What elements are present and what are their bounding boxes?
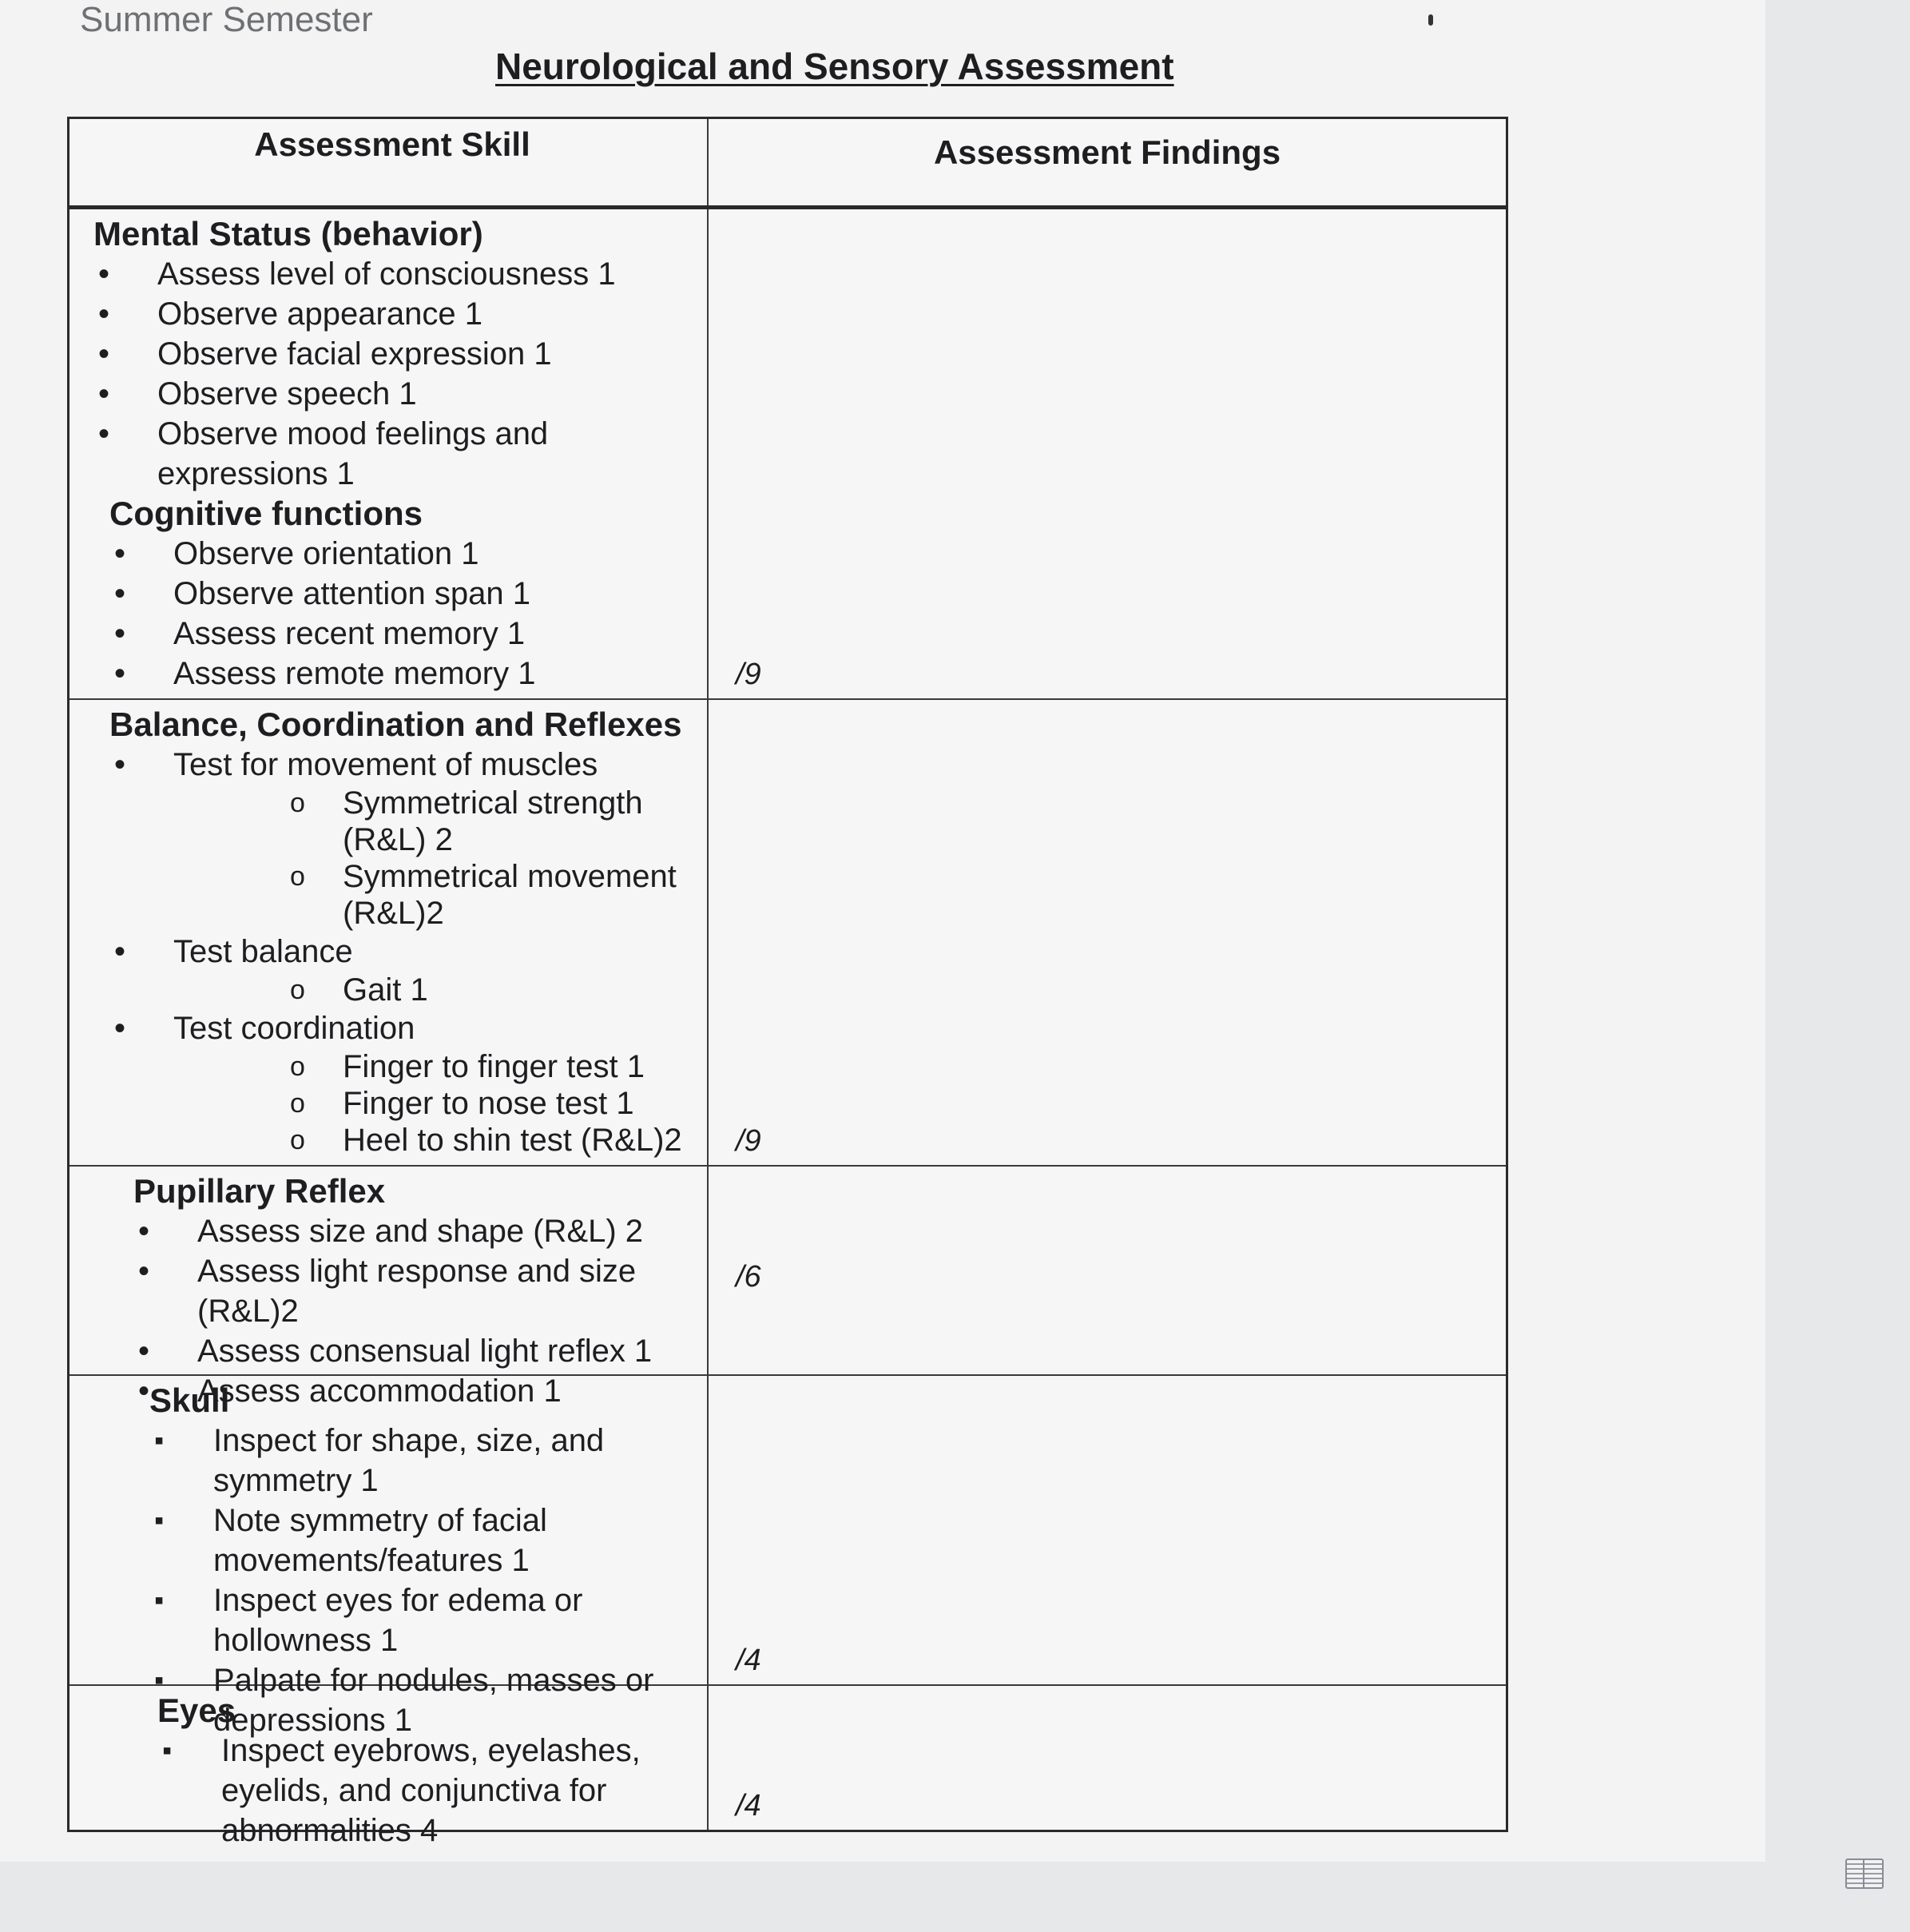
list-item: ▪ Note symmetry of facial movements/features 1 (149, 1501, 691, 1580)
section-title: Mental Status (behavior) (93, 215, 483, 252)
sub-list (173, 972, 691, 1008)
sub-item: o Symmetrical movement (R&L)2 (285, 858, 691, 932)
table-row-skull (69, 1376, 1506, 1738)
list-item: • Assess light response and size (R&L)2 (133, 1251, 691, 1331)
sub-item: o Finger to nose test 1 (285, 1085, 691, 1122)
table-row-balance (69, 700, 1506, 1167)
group-label: Test balance (173, 934, 353, 969)
findings-cell[interactable] (709, 1167, 1506, 1374)
score-label: /9 (736, 1124, 761, 1158)
list-item: • Assess accommodation 1 (133, 1371, 691, 1411)
sub-list (173, 1048, 691, 1159)
findings-cell[interactable] (709, 1376, 1506, 1684)
findings-cell[interactable] (709, 1686, 1506, 1830)
section-subtitle: Cognitive functions (109, 495, 423, 532)
list-item: • Assess level of consciousness 1 (93, 254, 691, 294)
score-label: /6 (736, 1260, 761, 1294)
list-item: • Assess recent memory 1 (109, 614, 691, 654)
list-item: • Observe speech 1 (93, 374, 691, 414)
list-item: ▪ Inspect for shape, size, and symmetry 1 (149, 1421, 691, 1501)
list-item: ▪ Inspect eyes for edema or hollowness 1 (149, 1580, 691, 1660)
assessment-table (67, 117, 1508, 1848)
list-item: • Observe orientation 1 (109, 534, 691, 574)
section-title: Eyes (157, 1691, 236, 1729)
list-item: • Observe facial expression 1 (93, 334, 691, 374)
skill-list (93, 254, 691, 494)
score-label: /9 (736, 658, 761, 691)
skill-cell (69, 209, 709, 698)
findings-cell[interactable] (709, 209, 1506, 698)
table-header-row (69, 119, 1506, 209)
section-title: Skull (149, 1381, 230, 1419)
skill-list (109, 745, 691, 1159)
speck-mark (1428, 14, 1433, 26)
column-header-findings: Assessment Findings (933, 133, 1281, 171)
sub-item: o Gait 1 (285, 972, 691, 1008)
column-header-skill: Assessment Skill (69, 119, 709, 205)
skill-list (157, 1731, 691, 1851)
list-item: • Assess remote memory 1 (109, 654, 691, 694)
book-view-icon[interactable] (1845, 1858, 1884, 1889)
score-label: /4 (736, 1644, 761, 1677)
sub-list (173, 785, 691, 932)
list-item (109, 932, 691, 1008)
list-item: ▪ Palpate for nodules, masses or depressions 1 (149, 1660, 691, 1740)
section-title: Balance, Coordination and Reflexes (109, 706, 682, 743)
list-item: ▪ Inspect eyebrows, eyelashes, eyelids, and conjunctiva for abnormalities 4 (157, 1731, 691, 1851)
list-item: • Assess consensual light reflex 1 (133, 1331, 691, 1371)
table-row-eyes (69, 1686, 1506, 1848)
list-item: • Assess size and shape (R&L) 2 (133, 1211, 691, 1251)
group-label: Test for movement of muscles (173, 747, 598, 782)
skill-cell (69, 1686, 709, 1848)
sub-item: o Heel to shin test (R&L)2 (285, 1122, 691, 1159)
skill-cell (69, 1376, 709, 1738)
sub-item: o Finger to finger test 1 (285, 1048, 691, 1085)
sub-item: o Symmetrical strength (R&L) 2 (285, 785, 691, 858)
group-label: Test coordination (173, 1011, 415, 1046)
skill-cell (69, 700, 709, 1165)
list-item (109, 745, 691, 932)
section-title: Pupillary Reflex (133, 1172, 386, 1210)
score-label: /4 (736, 1789, 761, 1823)
semester-label: Summer Semester (80, 0, 373, 39)
findings-cell[interactable] (709, 700, 1506, 1165)
table-row-mental-status (69, 209, 1506, 700)
list-item: • Observe appearance 1 (93, 294, 691, 334)
list-item: • Observe attention span 1 (109, 574, 691, 614)
skill-list (93, 534, 691, 694)
page-title: Neurological and Sensory Assessment (495, 46, 1174, 87)
list-item: • Observe mood feelings and expressions 1 (93, 414, 691, 494)
list-item (109, 1008, 691, 1159)
